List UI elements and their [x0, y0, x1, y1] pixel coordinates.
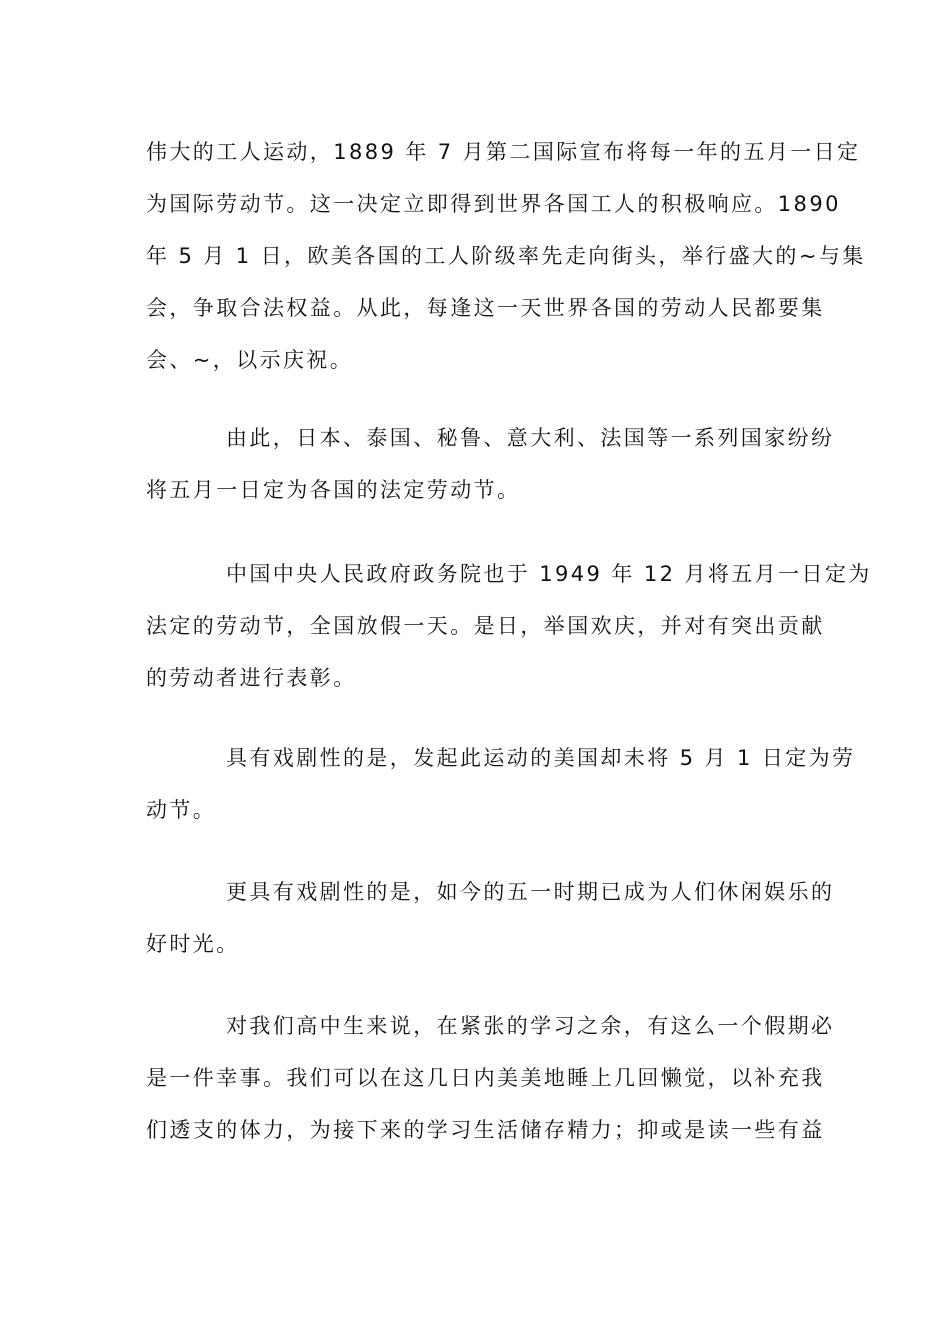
paragraph-china — [146, 548, 872, 704]
text-line: 会、~，以示庆祝。 — [146, 348, 354, 372]
text-line: 伟大的工人运动，1889 年 7 月第二国际宣布将每一年的五月一日定 — [146, 140, 861, 164]
text-line: 好时光。 — [146, 932, 240, 956]
paragraph-leisure — [146, 866, 835, 970]
text-line: 具有戏剧性的是，发起此运动的美国却未将 5 月 1 日定为劳 — [226, 746, 856, 770]
text-line: 更具有戏剧性的是，如今的五一时期已成为人们休闲娱乐的 — [226, 880, 835, 904]
paragraph-other-countries — [146, 412, 835, 516]
text-line: 为国际劳动节。这一决定立即得到世界各国工人的积极响应。1890 — [146, 192, 841, 216]
text-line: 动节。 — [146, 798, 217, 822]
paragraph-usa-irony — [146, 732, 856, 836]
text-line: 由此，日本、泰国、秘鲁、意大利、法国等一系列国家纷纷 — [226, 426, 835, 450]
text-line: 的劳动者进行表彰。 — [146, 666, 357, 690]
text-line: 法定的劳动节，全国放假一天。是日，举国欢庆，并对有突出贡献 — [146, 614, 825, 638]
text-line: 们透支的体力，为接下来的学习生活储存精力；抑或是读一些有益 — [146, 1118, 825, 1142]
text-line: 对我们高中生来说，在紧张的学习之余，有这么一个假期必 — [226, 1014, 835, 1038]
paragraph-students — [146, 1000, 835, 1156]
text-line: 将五月一日定为各国的法定劳动节。 — [146, 478, 521, 502]
paragraph-labor-movement — [146, 126, 866, 386]
text-line: 年 5 月 1 日，欧美各国的工人阶级率先走向街头，举行盛大的~与集 — [146, 244, 866, 268]
text-line: 会，争取合法权益。从此，每逢这一天世界各国的劳动人民都要集 — [146, 296, 825, 320]
text-line: 中国中央人民政府政务院也于 1949 年 12 月将五月一日定为 — [226, 562, 872, 586]
text-line: 是一件幸事。我们可以在这几日内美美地睡上几回懒觉，以补充我 — [146, 1066, 825, 1090]
